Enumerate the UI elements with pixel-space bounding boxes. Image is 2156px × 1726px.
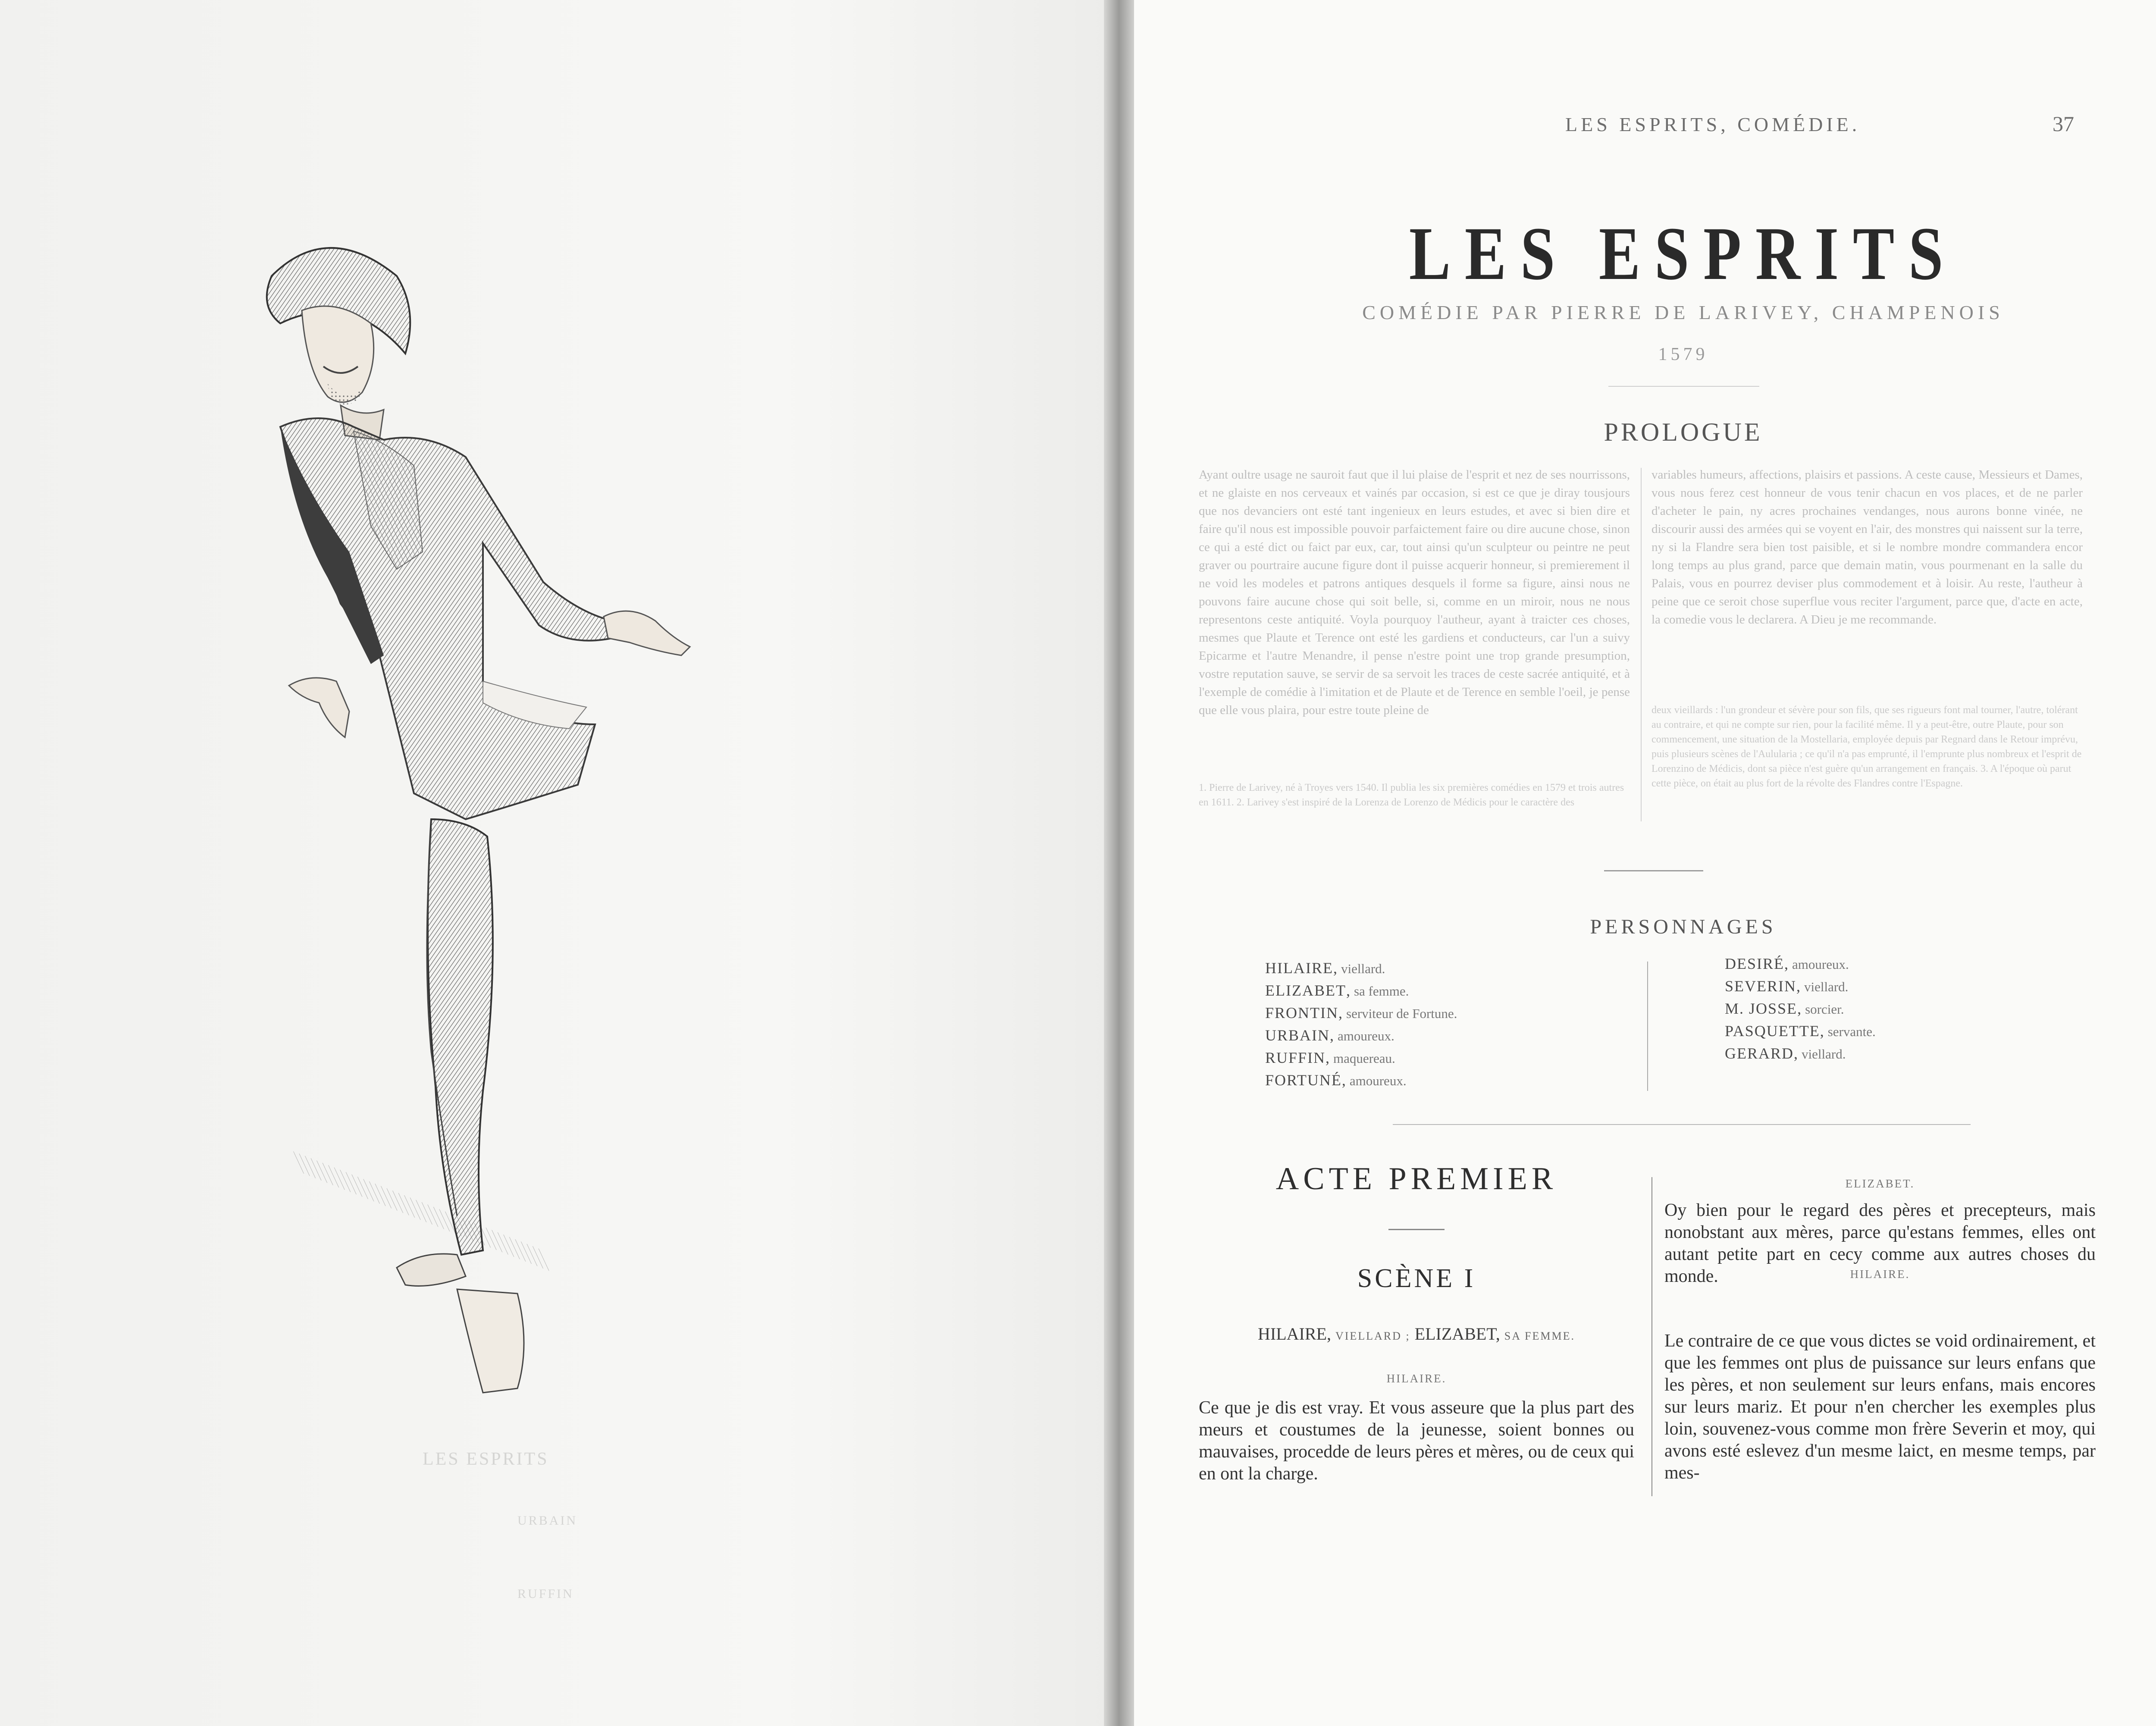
play-title: LES ESPRITS xyxy=(1409,212,1958,296)
speaker-label: ELIZABET. xyxy=(1845,1177,1915,1190)
cast-item: M. JOSSE, sorcier. xyxy=(1725,1000,1844,1017)
footnotes-left: 1. Pierre de Larivey, né à Troyes vers 1540. Il publia les six premières comédies en 1579 et trois autres en 1611. 2. Larivey s'est inspiré de la Lorenza de Lorenzo de Médicis pour le caractère des xyxy=(1199,782,1624,808)
prologue-column-divider xyxy=(1641,468,1642,821)
cast-name: RUFFIN xyxy=(1265,1049,1326,1066)
speech-text: Le contraire de ce que vous dictes se void ordinairement, et que les femmes ont plus de puissance sur leurs enfans que les pères, et non seulement sur leurs enfans, mais encores sur leurs mariz. Et pour n'en chercher les exemples plus loin, souvenez-vous comme mon frère Severin et moy, qui avons esté eslevez d'un mesme laict, en mesme temps, par mes- xyxy=(1664,1331,2096,1483)
cast-name: GERARD xyxy=(1725,1045,1794,1062)
cast-divider xyxy=(1647,962,1648,1091)
speaker-label: HILAIRE. xyxy=(1850,1268,1910,1281)
scene-char-elizabet: ELIZABET, xyxy=(1414,1324,1500,1344)
cast-name: URBAIN xyxy=(1265,1027,1330,1044)
prologue-text-right: variables humeurs, affections, plaisirs et passions. A ceste cause, Messieurs et Dames, vous nous ferez cest honneur de vous tenir chacun en vos places, et de ne parler d'acheter le pain, ny acres prochaines vendanges, nous aurons bonne vinée, ne discourir aussi des armées qui se voyent en l'air, des monstres qui naissent sur la terre, ny si la Flandre sera bien tost paisible, et si le nombre mondre commandera encor long temps au plus grand, parce que demain matin, vous pourmenant en la salle du Palais, vous en pourrez deviser plus commodement et à loisir. Au reste, l'autheur à peine que ce seroit chose superflue vous reciter l'argument, parce que, d'acte en acte, la comedie vous le declarera. A Dieu je me recommande. xyxy=(1651,468,2083,626)
prologue-text-left: Ayant oultre usage ne sauroit faut que il lui plaise de l'esprit et nez de ses nourrissons, et ne glaiste en nos cerveaux et vainés par occasion, si est ce que je diray tousjours que nos devanciers ont esté tant ingenieux en leurs estudes, et avec si bien dire et faire qu'il nous est impossible pouvoir parfaictement faire ou dire aucune chose, sinon ce qui a esté dict ou faict par eux, car, tout ainsi qu'un sculpteur ou peintre ne peut graver ou pourtraire aucune figure dont il puisse acquerir honneur, si premierement il ne void les modeles et patrons antiques desquels il forme sa figure, ainsi nous ne pouvons faire aucune chose qui soit belle, si, comme en un miroir, nous ne nous representons ceste antiquité. Voyla pourquoy l'autheur, ayant à traicter ces choses, mesmes que Plaute et Terence ont esté les gardiens et conducteurs, car l'un a suivy Epicarme et l'autre Menandre, il pense n'estre point une trop grande presumption, vostre reputation sauve, se servir de sa servoit les traces de ceste sacrée antiquité, et à l'exemple de comédie à l'imitation et de Plaute et de Terence en semble l'oeil, je pense que elle vous plaira, pour estre toute pleine de xyxy=(1199,468,1630,717)
cast-item: ELIZABET, sa femme. xyxy=(1265,982,1409,999)
cast-name: PASQUETTE xyxy=(1725,1022,1820,1040)
right-page xyxy=(1134,0,2156,1726)
cast-desc: viellard. xyxy=(1802,1046,1846,1062)
acte-title: ACTE PREMIER xyxy=(1275,1161,1557,1197)
cast-name: ELIZABET xyxy=(1265,982,1346,999)
cast-desc: amoureux. xyxy=(1349,1073,1407,1088)
scene-char-hilaire: HILAIRE, xyxy=(1257,1324,1331,1344)
personnages-heading: PERSONNAGES xyxy=(1590,915,1777,938)
acte-rule xyxy=(1388,1229,1445,1230)
speech-text: Oy bien pour le regard des pères et precepteurs, mais nonobstant aux mères, parce qu'estans femmes, elles ont autant petite part en cecy comme aux autres choses du monde. xyxy=(1664,1200,2096,1286)
cast-item: FRONTIN, serviteur de Fortune. xyxy=(1265,1004,1457,1021)
engraving-plate xyxy=(241,224,888,1518)
long-rule xyxy=(1393,1124,1971,1125)
scene-char-elizabet-desc: SA FEMME. xyxy=(1504,1330,1576,1342)
footnotes-right: deux vieillards : l'un grondeur et sévère pour son fils, que ses rigueurs font mal tourner, l'autre, tolérant au contraire, et qui ne compte sur rien, pour la facilité même. Il y a peut-être, outre Plaute, pour son commencement, une situation de la Mostellaria, employée depuis par Regnard dans le Retour imprévu, puis plusieurs scènes de l'Aulularia ; ce qu'il n'a pas emprunté, il l'emprunte plus nombreux et l'esprit de Lorenzino de Médicis, dont sa pièce n'est guère qu'un arrangement en français. 3. A l'époque où parut cette pièce, on était au plus fort de la révolte des Flandres contre l'Espagne. xyxy=(1651,705,2082,789)
cast-desc: servante. xyxy=(1827,1024,1876,1039)
cast-list-left xyxy=(1265,957,1457,1092)
cast-item: RUFFIN, maquereau. xyxy=(1265,1049,1395,1066)
cast-name: M. JOSSE xyxy=(1725,1000,1798,1017)
page-number: 37 xyxy=(2053,112,2074,136)
running-head: LES ESPRITS, COMÉDIE. xyxy=(1565,113,1861,135)
cast-name: FRONTIN xyxy=(1265,1004,1339,1021)
cast-item: SEVERIN, viellard. xyxy=(1725,977,1849,995)
cast-name: DESIRÉ xyxy=(1725,955,1784,972)
cast-desc: maquereau. xyxy=(1333,1051,1395,1066)
cast-name: FORTUNÉ xyxy=(1265,1071,1342,1089)
speaker-label: HILAIRE. xyxy=(1386,1372,1447,1385)
dancing-figure-engraving xyxy=(241,224,888,1518)
speech-text: Ce que je dis est vray. Et vous asseure que la plus part des meurs et coustumes de la jeunesse, soient bonnes ou mauvaises, procedde de leurs pères et mères, ou de ceux qui en ont la charge. xyxy=(1199,1398,1634,1484)
prologue-heading: PROLOGUE xyxy=(1604,418,1763,446)
plate-caption-name-1: URBAIN xyxy=(517,1513,578,1528)
play-subtitle: COMÉDIE PAR PIERRE DE LARIVEY, CHAMPENOIS xyxy=(1362,301,2004,323)
section-rule xyxy=(1604,870,1703,871)
scene-char-hilaire-desc: VIELLARD ; xyxy=(1335,1330,1410,1342)
title-rule xyxy=(1608,386,1759,387)
cast-desc: viellard. xyxy=(1341,961,1385,976)
plate-caption xyxy=(371,1449,586,1630)
scene-characters xyxy=(1190,1324,1643,1344)
cast-name: SEVERIN xyxy=(1725,977,1796,995)
plate-caption-name-2: RUFFIN xyxy=(517,1587,574,1601)
dialogue-column-divider xyxy=(1651,1177,1652,1496)
cast-item: PASQUETTE, servante. xyxy=(1725,1022,1876,1040)
cast-item: GERARD, viellard. xyxy=(1725,1045,1846,1062)
book-gutter xyxy=(1104,0,1134,1726)
scene-title: SCÈNE I xyxy=(1357,1264,1476,1293)
cast-item: FORTUNÉ, amoureux. xyxy=(1265,1071,1407,1089)
play-year: 1579 xyxy=(1658,345,1708,364)
cast-desc: viellard. xyxy=(1804,979,1849,994)
cast-item: URBAIN, amoureux. xyxy=(1265,1027,1395,1044)
cast-item: DESIRÉ, amoureux. xyxy=(1725,955,1849,972)
plate-caption-title: LES ESPRITS xyxy=(423,1449,549,1469)
cast-desc: sorcier. xyxy=(1805,1002,1844,1017)
cast-name: HILAIRE xyxy=(1265,959,1333,977)
cast-item: HILAIRE, viellard. xyxy=(1265,959,1385,977)
cast-desc: sa femme. xyxy=(1354,984,1409,999)
cast-desc: amoureux. xyxy=(1792,957,1849,972)
cast-desc: serviteur de Fortune. xyxy=(1346,1006,1457,1021)
cast-list-right xyxy=(1725,953,1876,1065)
cast-desc: amoureux. xyxy=(1338,1028,1395,1043)
